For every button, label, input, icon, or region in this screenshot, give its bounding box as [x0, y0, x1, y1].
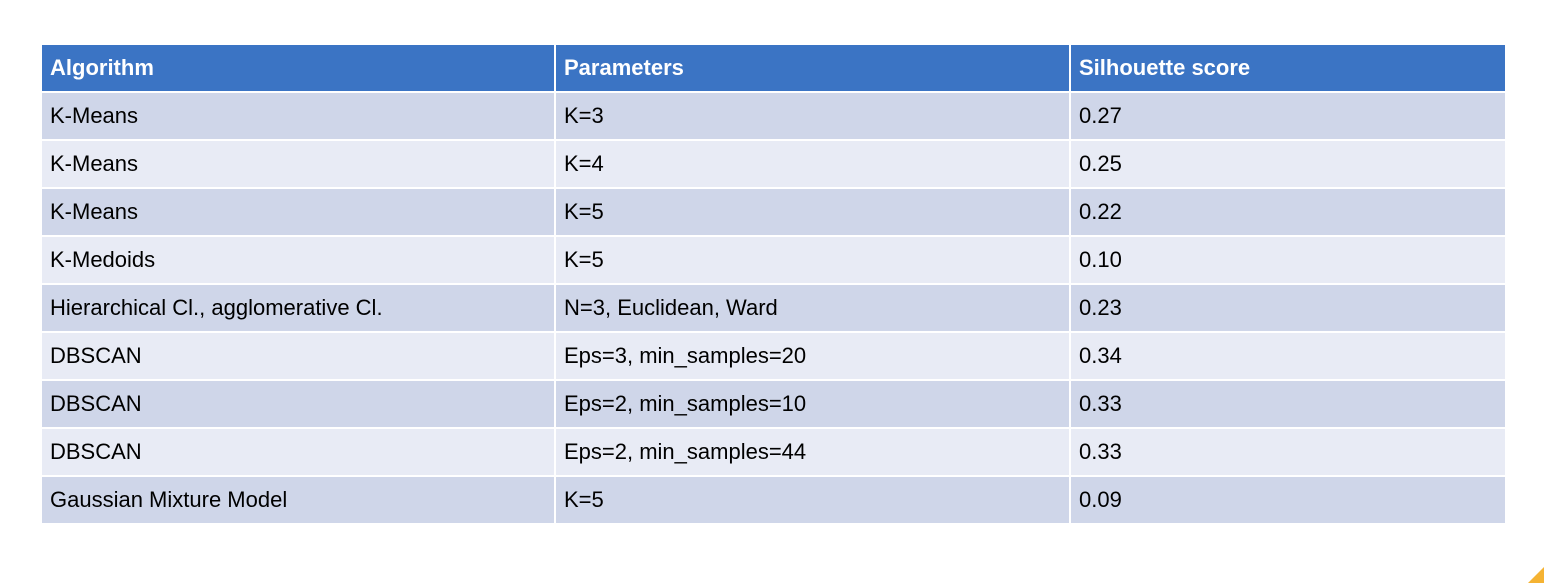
cell-algorithm: K-Means [41, 140, 555, 188]
cell-algorithm: K-Medoids [41, 236, 555, 284]
header-algorithm: Algorithm [41, 44, 555, 92]
cell-algorithm: Gaussian Mixture Model [41, 476, 555, 524]
cell-silhouette-score: 0.23 [1070, 284, 1506, 332]
cell-parameters: Eps=2, min_samples=10 [555, 380, 1070, 428]
cell-algorithm: K-Means [41, 188, 555, 236]
table-row [41, 428, 1506, 476]
table-row [41, 284, 1506, 332]
cell-silhouette-score: 0.34 [1070, 332, 1506, 380]
cell-algorithm: Hierarchical Cl., agglomerative Cl. [41, 284, 555, 332]
cell-parameters: Eps=2, min_samples=44 [555, 428, 1070, 476]
cell-parameters: K=3 [555, 92, 1070, 140]
table-row [41, 476, 1506, 524]
cell-silhouette-score: 0.33 [1070, 380, 1506, 428]
table-row [41, 188, 1506, 236]
cell-parameters: K=5 [555, 236, 1070, 284]
table-row [41, 380, 1506, 428]
cell-parameters: K=5 [555, 188, 1070, 236]
corner-accent-triangle [1528, 567, 1544, 583]
cell-silhouette-score: 0.09 [1070, 476, 1506, 524]
cell-parameters: N=3, Euclidean, Ward [555, 284, 1070, 332]
table-header-row [41, 44, 1506, 92]
cell-silhouette-score: 0.10 [1070, 236, 1506, 284]
table-row [41, 332, 1506, 380]
cell-algorithm: DBSCAN [41, 332, 555, 380]
cell-parameters: K=5 [555, 476, 1070, 524]
cell-parameters: K=4 [555, 140, 1070, 188]
table-row [41, 92, 1506, 140]
header-parameters: Parameters [555, 44, 1070, 92]
table-row [41, 236, 1506, 284]
cell-silhouette-score: 0.22 [1070, 188, 1506, 236]
cell-algorithm: K-Means [41, 92, 555, 140]
table-row [41, 140, 1506, 188]
cell-silhouette-score: 0.27 [1070, 92, 1506, 140]
cell-algorithm: DBSCAN [41, 380, 555, 428]
header-silhouette-score: Silhouette score [1070, 44, 1506, 92]
cell-silhouette-score: 0.33 [1070, 428, 1506, 476]
clustering-results-table [40, 43, 1507, 525]
cell-parameters: Eps=3, min_samples=20 [555, 332, 1070, 380]
cell-algorithm: DBSCAN [41, 428, 555, 476]
cell-silhouette-score: 0.25 [1070, 140, 1506, 188]
